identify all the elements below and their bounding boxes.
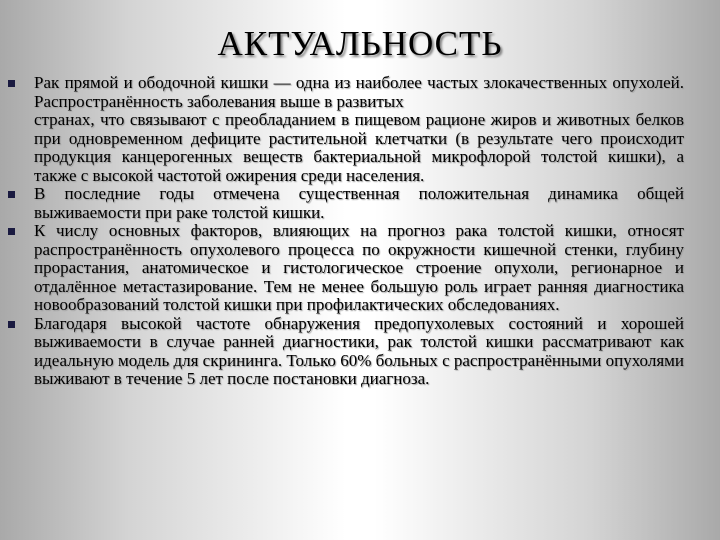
square-bullet-icon <box>8 80 15 87</box>
bullet-item <box>8 222 684 315</box>
bullet-text-part: странах, что связывают с преобладанием в пищевом рационе жиров и животных белков при одновременном дефиците растительной клетчатки (в результате чего происходит продукция канцерогенных веществ бактериальной микрофлорой толстой кишки), а также с высокой частотой ожирения среди населения. <box>34 110 684 185</box>
bullet-text: В последние годы отмечена существенная положительная динамика общей выживаемости при раке толстой кишки. <box>34 184 684 222</box>
bullet-item <box>8 74 684 185</box>
bullet-list <box>8 74 684 389</box>
square-bullet-icon <box>8 321 15 328</box>
bullet-text: Благодаря высокой частоте обнаружения предопухолевых состояний и хорошей выживаемости в случае ранней диагностики, рак толстой кишки рассматривают как идеальную модель для скрининга. Только 60% больных с распространёнными опухолями выживают в течение 5 лет после постановки диагноза. <box>34 313 684 388</box>
square-bullet-icon <box>8 191 15 198</box>
bullet-text: К числу основных факторов, влияющих на прогноз рака толстой кишки, относят распространённость опухолевого процесса по окружности кишечной стенки, глубину прорастания, анатомическое и гистологическое строение опухоли, регионарное и отдалённое метастазирование. Тем не менее большую роль играет ранняя диагностика новообразований толстой кишки при профилактических обследованиях. <box>34 221 684 314</box>
slide-title: АКТУАЛЬНОСТЬ <box>217 24 503 63</box>
square-bullet-icon <box>8 228 15 235</box>
bullet-item <box>8 315 684 389</box>
bullet-text <box>34 74 684 185</box>
bullet-text-part: Рак прямой и ободочной кишки — одна из наиболее частых злокачественных опухолей. Распространённость заболевания выше в развитых <box>34 73 684 111</box>
bullet-item <box>8 185 684 222</box>
